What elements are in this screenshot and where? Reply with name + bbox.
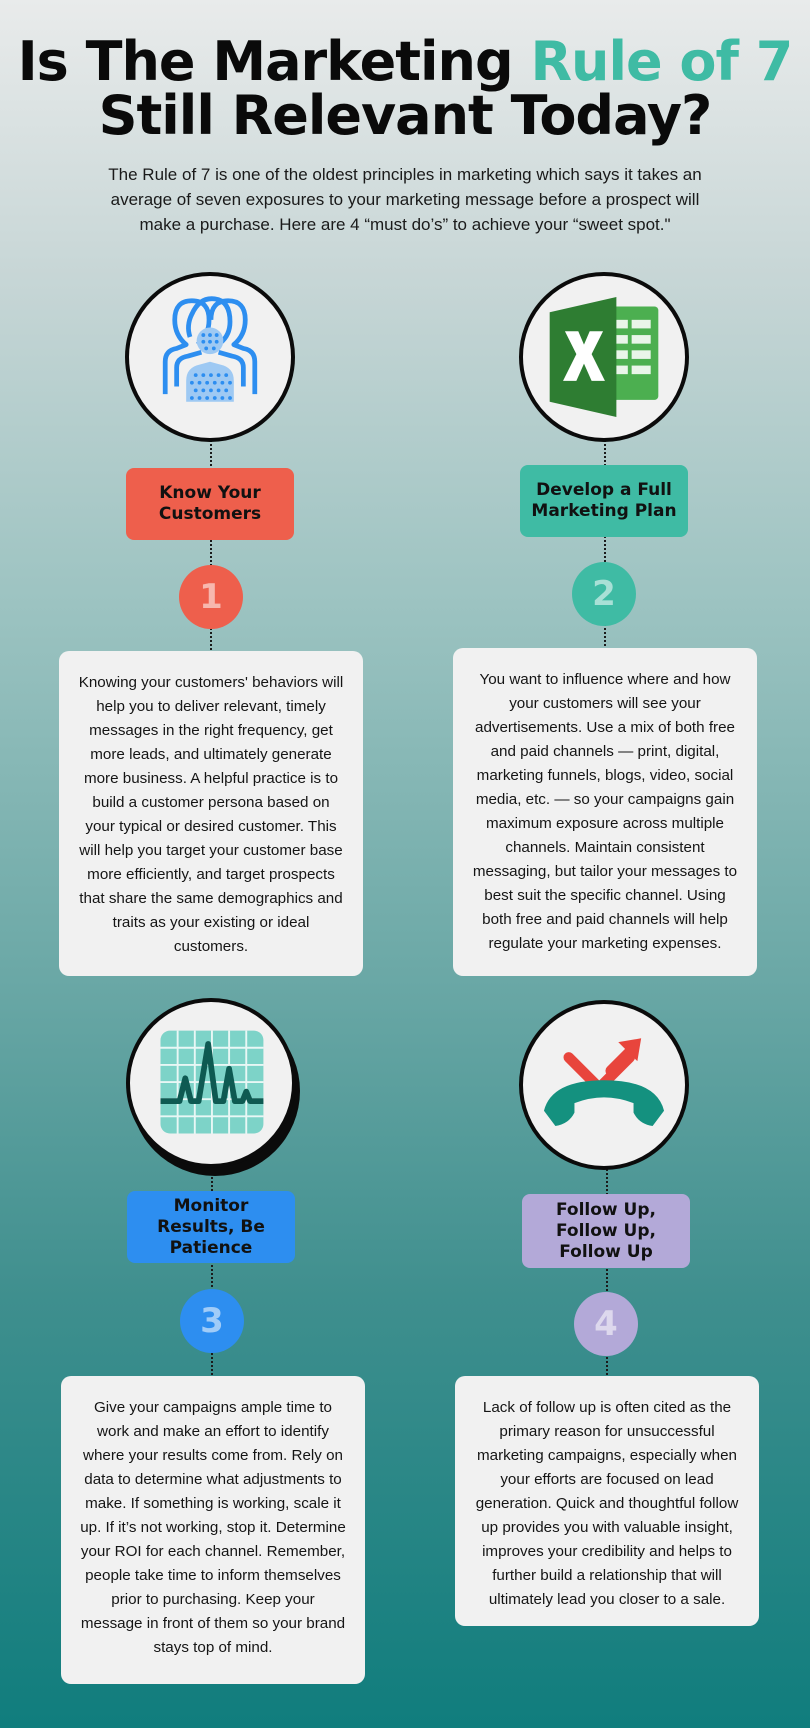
step2-card: You want to influence where and how your customers will see your advertisements. Use a mix of both free and paid channels — print, digital, marketing funnels, blogs, video, social media, etc. — so your campaigns gain maximum exposure across multiple channels. Maintain consistent messaging, but tailor your messages to best suit the specific channel. Using both free and paid channels will help regulate your marketing expenses. [453, 648, 757, 976]
title-part1: Is The Marketing [17, 30, 531, 93]
step2-label: Develop a Full Marketing Plan [520, 465, 688, 537]
step1-card: Knowing your customers' behaviors will help you to deliver relevant, timely messages in the right frequency, get more leads, and ultimately generate more business. A helpful practice is to build a customer persona based on your typical or desired customer. This will help you target your customer base more efficiently, and target prospects that share the same demographics and traits as your existing or ideal customers. [59, 651, 363, 976]
step4-label: Follow Up, Follow Up, Follow Up [522, 1194, 690, 1268]
page-title [0, 30, 810, 93]
title-accent: Rule of 7 [530, 30, 793, 93]
step2-icon-circle [519, 272, 689, 442]
step2-number: 2 [572, 562, 636, 626]
step1-icon-circle [125, 272, 295, 442]
step3-card: Give your campaigns ample time to work and make an effort to identify where your results come from. Rely on data to determine what adjustments to make. If something is working, scale it up. If it’s not working, stop it. Determine your ROI for each channel. Remember, people take time to inform themselves prior to purchasing. Keep your message in front of them so your brand stays top of mind. [61, 1376, 365, 1684]
step3-number: 3 [180, 1289, 244, 1353]
step4-icon-circle [519, 1000, 689, 1170]
step3-icon-circle [126, 998, 296, 1168]
outgoing-call-icon [523, 1004, 685, 1166]
chart-monitor-icon [130, 1002, 292, 1164]
step3-label: Monitor Results, Be Patience [127, 1191, 295, 1263]
page-title-line2: Still Relevant Today? [98, 84, 712, 147]
spreadsheet-icon [523, 276, 685, 438]
step1-label: Know Your Customers [126, 468, 294, 540]
step4-card: Lack of follow up is often cited as the primary reason for unsuccessful marketing campaigns, especially when your efforts are focused on lead generation. Quick and thoughtful follow up provides you with valuable insight, improves your credibility and helps to further build a relationship that will ultimately lead you closer to a sale. [455, 1376, 759, 1626]
customers-group-icon [129, 276, 291, 438]
intro-text: The Rule of 7 is one of the oldest principles in marketing which says it takes an average of seven exposures to your marketing message before a prospect will make a purchase. Here are 4 “must do’s” to achieve your “sweet spot." [108, 165, 702, 234]
step1-number: 1 [179, 565, 243, 629]
step4-number: 4 [574, 1292, 638, 1356]
